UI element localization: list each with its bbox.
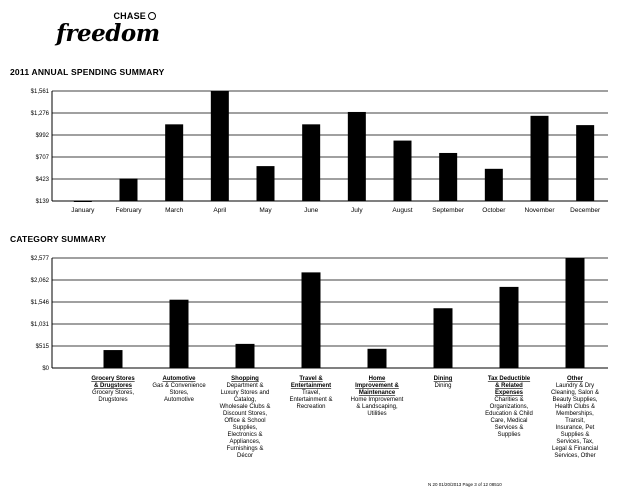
category-heading: Entertainment — [290, 383, 332, 389]
x-tick-label: January — [71, 207, 95, 214]
category-description: Education & Child — [485, 411, 533, 417]
category-description: Luxury Stores and — [220, 390, 270, 396]
category-description: Beauty Supplies, — [552, 397, 598, 403]
category-heading: & Related — [495, 383, 523, 389]
category-description: Health Clubs & — [554, 404, 596, 410]
bar — [394, 141, 412, 201]
annual-summary-title: 2011 ANNUAL SPENDING SUMMARY — [10, 67, 165, 77]
y-tick-label: $992 — [35, 133, 49, 139]
x-tick-label: April — [213, 207, 227, 214]
category-description: Discount Stores, — [222, 411, 268, 417]
bar — [170, 300, 189, 368]
category-description: Grocery Stores, — [91, 390, 135, 396]
category-description: Organizations, — [489, 404, 529, 410]
bar — [576, 125, 594, 201]
brand-name: CHASE — [113, 11, 146, 21]
category-description: Care, Medical — [490, 418, 528, 424]
bar — [368, 349, 387, 368]
category-description: Dining — [434, 383, 452, 389]
category-description: Supplies, — [232, 425, 258, 431]
y-tick-label: $1,276 — [30, 111, 49, 117]
category-description: Department & — [226, 383, 264, 389]
category-description: Drugstores — [98, 397, 128, 403]
category-description: Wholesale Clubs & — [219, 404, 271, 410]
category-description: Charities & — [494, 397, 524, 403]
x-tick-label: August — [392, 207, 413, 214]
bar — [165, 124, 183, 201]
bar — [302, 124, 320, 201]
x-tick-label: September — [432, 207, 465, 214]
category-description: Supplies — [497, 432, 521, 438]
category-description: Catalog, — [233, 397, 257, 403]
bar — [500, 287, 519, 368]
category-description: Stores, — [169, 390, 189, 396]
category-description: Entertainment & — [289, 397, 333, 403]
category-summary-title: CATEGORY SUMMARY — [10, 234, 107, 244]
category-heading: Home — [368, 376, 386, 382]
category-description: Automotive — [163, 397, 195, 403]
category-description: Legal & Financial — [551, 446, 599, 452]
category-description: Electronics & — [227, 432, 263, 438]
category-description: Cleaning, Salon & — [550, 390, 600, 396]
y-tick-label: $707 — [35, 155, 49, 161]
x-tick-label: February — [115, 207, 142, 214]
y-tick-label: $515 — [35, 344, 49, 350]
y-tick-label: $0 — [42, 366, 49, 372]
category-description: Gas & Convenience — [152, 383, 206, 389]
bar — [439, 153, 457, 201]
x-tick-label: December — [570, 207, 601, 214]
x-tick-label: July — [351, 207, 363, 214]
bar — [566, 258, 585, 368]
category-description: & Landscaping, — [356, 404, 398, 410]
x-tick-label: November — [524, 207, 555, 214]
x-tick-label: May — [259, 207, 272, 214]
category-description: Supplies & — [560, 432, 590, 438]
category-heading: Grocery Stores — [91, 376, 135, 382]
bar — [120, 178, 138, 201]
bar — [257, 166, 275, 201]
y-tick-label: $1,031 — [30, 322, 49, 328]
category-heading: Shopping — [231, 376, 259, 382]
category-heading: Dining — [433, 376, 453, 382]
category-description: Appliances, — [229, 439, 261, 445]
category-description: Laundry & Dry — [555, 383, 595, 389]
brand-product: freedom — [56, 20, 160, 47]
category-description: Home Improvement — [350, 397, 404, 403]
bar — [74, 201, 92, 202]
category-heading: Improvement & — [355, 383, 399, 389]
category-description: Recreation — [296, 404, 326, 410]
bar — [302, 272, 321, 368]
category-description: Transit, — [565, 418, 585, 424]
category-description: Utilities — [367, 411, 387, 417]
category-description: Travel, — [301, 390, 321, 396]
x-tick-label: October — [482, 207, 506, 214]
category-heading: Travel & — [299, 376, 323, 382]
y-tick-label: $423 — [35, 177, 49, 183]
category-heading: & Drugstores — [93, 383, 133, 389]
bar — [531, 116, 549, 201]
category-description: Memberships, — [556, 411, 594, 417]
bar — [348, 112, 366, 201]
page-footer: N 20 01/20/2013 Page 3 of 12 08510 — [428, 482, 502, 487]
category-description: Services, Other — [554, 453, 596, 459]
category-heading: Automotive — [162, 376, 196, 382]
y-tick-label: $2,062 — [30, 278, 49, 284]
bar — [236, 344, 255, 368]
x-tick-label: March — [165, 207, 184, 214]
category-description: Office & School — [224, 418, 266, 424]
category-heading: Expenses — [494, 390, 524, 396]
category-description: Furnishings & — [226, 446, 264, 452]
y-tick-label: $2,577 — [30, 256, 49, 262]
y-tick-label: $1,561 — [30, 89, 49, 95]
bar — [434, 308, 453, 368]
bar — [485, 169, 503, 201]
bar — [211, 91, 229, 201]
category-description: Insurance, Pet — [555, 425, 595, 431]
category-description: Services, Tax, — [556, 439, 594, 445]
category-description: Services & — [494, 425, 524, 431]
bar — [104, 350, 123, 368]
category-heading: Other — [566, 376, 584, 382]
y-tick-label: $1,546 — [30, 300, 49, 306]
y-tick-label: $139 — [35, 199, 49, 205]
x-tick-label: June — [304, 207, 319, 214]
category-description: Décor — [236, 453, 254, 459]
category-heading: Tax Deductible — [487, 376, 531, 382]
category-heading: Maintenance — [358, 390, 396, 396]
